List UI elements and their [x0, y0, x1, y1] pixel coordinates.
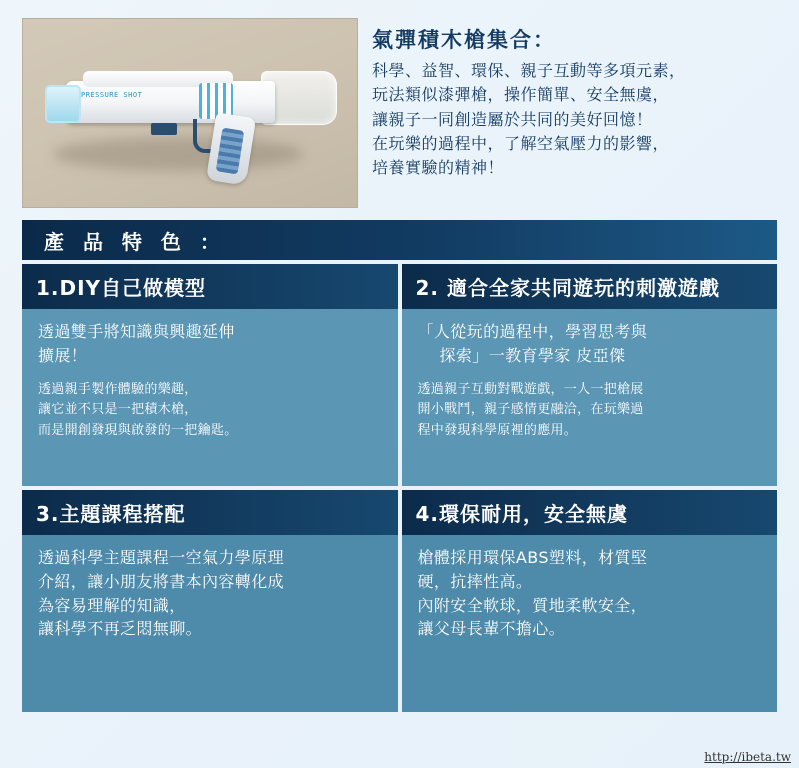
- photo-shadow: [53, 137, 303, 171]
- feature-line: 槍體採用環保ABS塑料，材質堅: [417, 548, 648, 567]
- feature-line: 透過科學主題課程一空氣力學原理: [38, 548, 285, 567]
- feature-body: [402, 535, 778, 652]
- feature-line: 「人從玩的過程中，學習思考與: [417, 322, 648, 341]
- feature-subline: 而是開創發現與啟發的一把鑰匙。: [38, 423, 238, 439]
- feature-subtext: [38, 381, 382, 442]
- feature-line: 介紹，讓小朋友將書本內容轉化成: [38, 571, 285, 591]
- gun-label-text: PRESSURE SHOT: [81, 91, 143, 99]
- hero-text: [372, 18, 777, 181]
- feature-line: 透過雙手將知識與興趣延伸: [38, 322, 235, 341]
- feature-grid: [22, 264, 777, 712]
- hero-description-line: 讓親子一同創造屬於共同的美好回憶！: [372, 109, 653, 129]
- feature-card-1: [22, 264, 398, 486]
- footer-url[interactable]: http://ibeta.tw: [704, 750, 791, 764]
- feature-line: 擴展！: [38, 345, 88, 365]
- feature-card-3: [22, 490, 398, 712]
- feature-heading: 1.DIY自己做模型: [22, 264, 398, 309]
- hero-description: [372, 60, 777, 178]
- feature-body: [402, 309, 778, 453]
- feature-subline: 程中發現科學原裡的應用。: [417, 423, 578, 439]
- feature-subline: 開小戰鬥，親子感情更融洽，在玩樂過: [417, 402, 644, 418]
- gun-badge-shape: [151, 123, 177, 135]
- feature-line: 探索」一教育學家 皮亞傑: [439, 345, 626, 365]
- feature-line: 內附安全軟球，質地柔軟安全，: [417, 595, 648, 615]
- product-photo: [22, 18, 358, 208]
- feature-heading: 2. 適合全家共同遊玩的刺激遊戲: [402, 264, 778, 309]
- hero-description-line: 玩法類似漆彈槍，操作簡單、安全無虞，: [372, 85, 670, 105]
- feature-subline: 讓它並不只是一把積木槍，: [38, 402, 198, 418]
- feature-body: [22, 535, 398, 652]
- gun-muzzle-shape: [45, 85, 81, 123]
- feature-heading: 4.環保耐用，安全無虞: [402, 490, 778, 535]
- hero-description-line: 培養實驗的精神！: [372, 158, 505, 178]
- feature-subtext: [418, 381, 762, 442]
- hero-section: [22, 18, 777, 214]
- feature-line: 讓父母長輩不擔心。: [417, 619, 566, 639]
- hero-description-line: 在玩樂的過程中，了解空氣壓力的影響，: [372, 133, 670, 153]
- section-banner: [22, 220, 777, 260]
- hero-title: 氣彈積木槍集合：: [372, 28, 556, 52]
- feature-subline: 透過親子互動對戰遊戲，一人一把槍展: [417, 381, 644, 397]
- feature-body: [22, 309, 398, 453]
- feature-heading: 3.主題課程搭配: [22, 490, 398, 535]
- feature-subline: 透過親手製作體驗的樂趣，: [38, 381, 198, 397]
- feature-card-2: [402, 264, 778, 486]
- feature-card-4: [402, 490, 778, 712]
- feature-line: 讓科學不再乏悶無聊。: [38, 619, 203, 639]
- hero-description-line: 科學、益智、環保、親子互動等多項元素，: [372, 61, 686, 80]
- feature-line: 硬，抗摔性高。: [417, 571, 533, 591]
- section-banner-title: 產 品 特 色 ：: [44, 229, 226, 254]
- feature-line: 為容易理解的知識，: [38, 595, 186, 615]
